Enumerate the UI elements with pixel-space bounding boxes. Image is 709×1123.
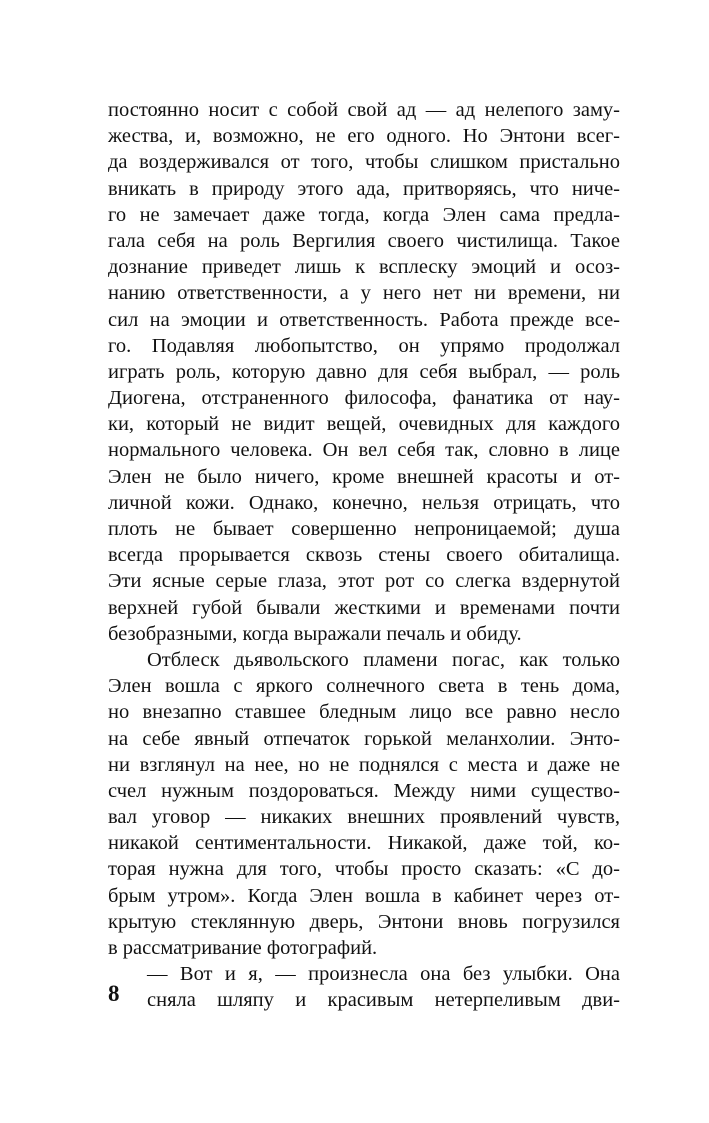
text-line: вал уговор — никаких внешних проявлений чувств,: [108, 806, 620, 829]
text-line: Элен не было ничего, кроме внешней красоты и от-: [108, 465, 620, 488]
text-line: плоть не бывает совершенно непроницаемой; душа: [108, 518, 620, 540]
text-line: всегда прорывается сквозь стены своего обиталища.: [108, 544, 620, 567]
text-line: никакой сентиментальности. Никакой, даже той, ко-: [108, 832, 620, 855]
text-line: крытую стеклянную дверь, Энтони вновь погрузился: [108, 910, 620, 933]
text-line: Эти ясные серые глаза, этот рот со слегка вздернутой: [108, 570, 620, 593]
text-line: брым утром». Когда Элен вошла в кабинет через от-: [108, 884, 620, 907]
text-line: торая нужна для того, чтобы просто сказать: «С до-: [108, 858, 620, 881]
page-number: 8: [108, 981, 120, 1006]
text-line: играть роль, которую давно для себя выбрал, — роль: [108, 360, 620, 383]
text-line: — Вот и я, — произнесла она без улыбки. Она: [147, 963, 620, 986]
text-line: ки, который не видит вещей, очевидных для каждого: [108, 413, 620, 436]
text-line: в рассматривание фотографий.: [108, 937, 378, 959]
text-line: нормального человека. Он вел себя так, словно в лице: [108, 439, 620, 462]
text-line: Элен вошла с яркого солнечного света в тень дома,: [108, 675, 620, 698]
text-line: безобразными, когда выражали печаль и обиду.: [108, 622, 522, 645]
text-line: го. Подавляя любопытство, он упрямо продолжал: [108, 334, 620, 357]
text-line: Отблеск дьявольского пламени погас, как только: [147, 648, 620, 671]
text-line: Диогена, отстраненного философа, фанатика от нау-: [108, 387, 620, 410]
text-line: гала себя на роль Вергилия своего чистилища. Такое: [108, 229, 620, 252]
text-line: го не замечает даже тогда, когда Элен сама предла-: [108, 203, 620, 226]
text-line: на себе явный отпечаток горькой меланхолии. Энто-: [108, 727, 620, 750]
text-line: счел нужным поздороваться. Между ними существо-: [108, 779, 620, 802]
text-line: постоянно носит с собой свой ад — ад нелепого заму-: [108, 99, 620, 121]
text-line: вникать в природу этого ада, притворяясь, что ниче-: [108, 177, 620, 200]
text-line: верхней губой бывали жесткими и временами почти: [108, 596, 620, 619]
text-line: сил на эмоции и ответственность. Работа прежде все-: [108, 308, 620, 331]
text-line: да воздерживался от того, чтобы слишком пристально: [108, 151, 620, 174]
text-line: сняла шляпу и красивым нетерпеливым дви-: [147, 989, 620, 1012]
text-line: личной кожи. Однако, конечно, нельзя отрицать, что: [108, 491, 620, 514]
text-line: жества, и, возможно, не его одного. Но Энтони всег-: [108, 125, 620, 148]
text-line: но внезапно ставшее бледным лицо все равно несло: [108, 701, 620, 724]
text-line: дознание приведет лишь к всплеску эмоций и осоз-: [108, 256, 620, 279]
text-line: нанию ответственности, а у него нет ни времени, ни: [108, 282, 620, 305]
text-line: ни взглянул на нее, но не поднялся с места и даже не: [108, 753, 620, 776]
page-body-text: [108, 97, 620, 1014]
